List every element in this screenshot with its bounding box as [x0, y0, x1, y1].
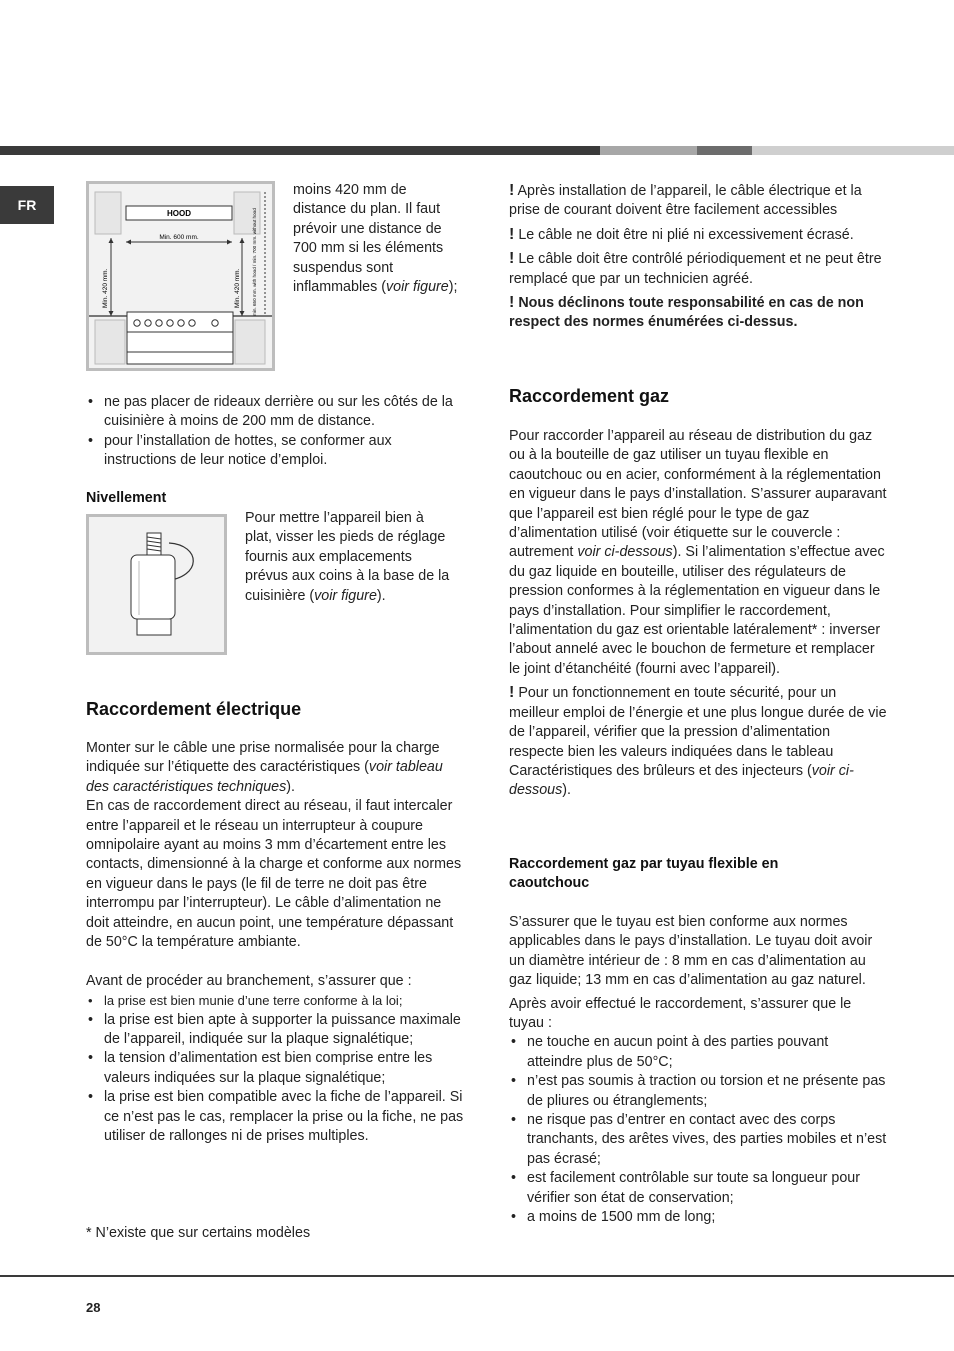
cable-warnings	[509, 181, 887, 333]
footnote: * N’existe que sur certains modèles	[86, 1225, 311, 1241]
elec-paragraph-1: Monter sur le câble une prise normalisée pour la charge indiquée sur l’étiquette des caractéristiques (voir tableau des caractéristiques techniques).	[86, 740, 443, 795]
footer-rule	[0, 1275, 954, 1277]
hood-height-note: min. 650 mm. with hood / min. 700 mm. without hood	[252, 208, 257, 316]
warning-item: ! Le câble doit être contrôlé périodiquement et ne peut être remplacé que par un technicien agréé.	[509, 250, 882, 287]
rubber-hose-body	[509, 913, 887, 1228]
gas-heading: Raccordement gaz	[509, 386, 670, 406]
leveling-foot-figure	[86, 514, 227, 655]
voir-figure-ref: voir figure	[314, 587, 377, 604]
rubber-paragraph-1: S’assurer que le tuyau est bien conforme aux normes applicables dans le pays d’installation. Le tuyau doit avoir un diamètre intérieur de : 8 mm en cas d’alimentation au gaz liquide; 13 mm en cas d’alimentation au gaz naturel.	[509, 914, 873, 989]
list-item: • la prise est bien compatible avec la fiche de l’appareil. Si ce n’est pas le cas, remplacer la prise ou la fiche, ne pas utiliser de rallonges ni de prises multiples.	[86, 1088, 464, 1146]
gas-body	[509, 427, 887, 801]
installation-bullets	[86, 393, 464, 471]
elec-paragraph-3: Avant de procéder au branchement, s’assurer que :	[86, 972, 412, 989]
warning-item: ! Après installation de l’appareil, le câble électrique et la prise de courant doivent être facilement accessibles	[509, 182, 862, 219]
elec-body	[86, 739, 464, 1147]
header-bar-dark	[0, 146, 600, 155]
header-color-bar	[0, 146, 954, 155]
rubber-paragraph-2: Après avoir effectué le raccordement, s’assurer que le tuyau :	[509, 995, 852, 1032]
hood-clearance-figure	[86, 181, 275, 371]
elec-check-list	[86, 991, 464, 1146]
rubber-hose-heading: Raccordement gaz par tuyau flexible en caoutchouc	[509, 856, 779, 892]
list-item: • ne risque pas d’entrer en contact avec des corps tranchants, des arêtes vives, des parties mobiles et n’est pas écrasé;	[509, 1111, 887, 1169]
header-bar-mid	[697, 146, 752, 155]
header-bar-pale	[752, 146, 954, 155]
min-420-left-label: Min. 420 mm.	[102, 268, 109, 308]
gas-paragraph-2: ! Pour un fonctionnement en toute sécurité, pour un meilleur emploi de l’énergie et une plus longue durée de vie de l’appareil, vérifier que la pression d’alimentation respecte bien les valeurs indiquées dans le tableau Caractéristiques des brûleurs et des injecteurs (voir ci-dessous).	[509, 684, 887, 799]
elec-paragraph-2: En cas de raccordement direct au réseau, il faut intercaler entre l’appareil et le réseau un interrupteur à coupure omnipolaire ayant au moins 3 mm d’écartement entre les contacts, dimensionné à la charge et conforme aux normes en vigueur dans le pays (le fil de terre ne doit pas être interrompu par l’interrupteur). Le câble d’alimentation ne doit atteindre, en aucun point, une température dépassant de 50°C la température ambiante.	[86, 798, 462, 951]
list-item: • ne pas placer de rideaux derrière ou sur les côtés de la cuisinière à moins de 200 mm de distance.	[86, 393, 464, 432]
voir-figure-ref: voir figure	[385, 279, 449, 296]
list-item: • la prise est bien munie d’une terre conforme à la loi;	[86, 991, 464, 1010]
header-bar-light	[600, 146, 697, 155]
list-item: • n’est pas soumis à traction ou torsion et ne présente pas de pliures ou étranglements;	[509, 1072, 887, 1111]
list-item: • ne touche en aucun point à des parties pouvant atteindre plus de 50°C;	[509, 1033, 887, 1072]
gas-paragraph-1: Pour raccorder l’appareil au réseau de distribution du gaz ou à la bouteille de gaz utiliser un tuyau flexible en caoutchouc ou en acier, conformément à la réglementation en vigueur dans le pays d’installation. S’assurer auparavant que l’appareil est bien réglé pour le type de gaz d’alimentation utilisé (voir étiquette sur le couvercle : autrement voir ci-dessous). Si l’alimentation s’effectue avec du gaz liquide en bouteille, utiliser des régulateurs de pression conformes à la réglementation en vigueur dans le pays d’installation. Pour simplifier le raccordement, l’alimentation du gaz est orientable latéralement* : inverser l’about annelé avec le bouchon de fermeture et remplacer le joint d’étanchéité (fourni avec l’appareil).	[509, 428, 887, 677]
hood-diagram	[89, 184, 272, 368]
list-item: • a moins de 1500 mm de long;	[509, 1208, 887, 1227]
liability-warning: ! Nous déclinons toute responsabilité en cas de non respect des normes énumérées ci-dessus.	[509, 294, 864, 331]
leveling-foot-diagram	[89, 517, 224, 652]
list-item: • la prise est bien apte à supporter la puissance maximale de l’appareil, indiquée sur la plaque signalétique;	[86, 1011, 464, 1050]
hood-distance-text: moins 420 mm de distance du plan. Il faut prévoir une distance de 700 mm si les éléments suspendus sont inflammables (voir figure);	[293, 182, 458, 296]
list-item: • la tension d’alimentation est bien comprise entre les valeurs indiquées sur la plaque signalétique;	[86, 1049, 464, 1088]
nivellement-heading: Nivellement	[86, 490, 167, 506]
min-420-right-label: Min. 420 mm.	[234, 268, 241, 308]
warning-item: ! Le câble ne doit être ni plié ni excessivement écrasé.	[509, 225, 854, 243]
elec-heading: Raccordement électrique	[86, 699, 302, 719]
rubber-check-list	[509, 1033, 887, 1227]
list-item: • est facilement contrôlable sur toute sa longueur pour vérifier son état de conservation;	[509, 1169, 887, 1208]
language-tab: FR	[0, 186, 54, 224]
hood-label: HOOD	[167, 209, 191, 218]
page-number: 28	[86, 1300, 101, 1315]
nivellement-text: Pour mettre l’appareil bien à plat, visser les pieds de réglage fournis aux emplacements prévus aux coins à la base de la cuisinière (voir figure).	[245, 510, 450, 604]
list-item: • pour l’installation de hottes, se conformer aux instructions de leur notice d’emploi.	[86, 432, 464, 471]
min-600-label: Min. 600 mm.	[159, 234, 199, 241]
